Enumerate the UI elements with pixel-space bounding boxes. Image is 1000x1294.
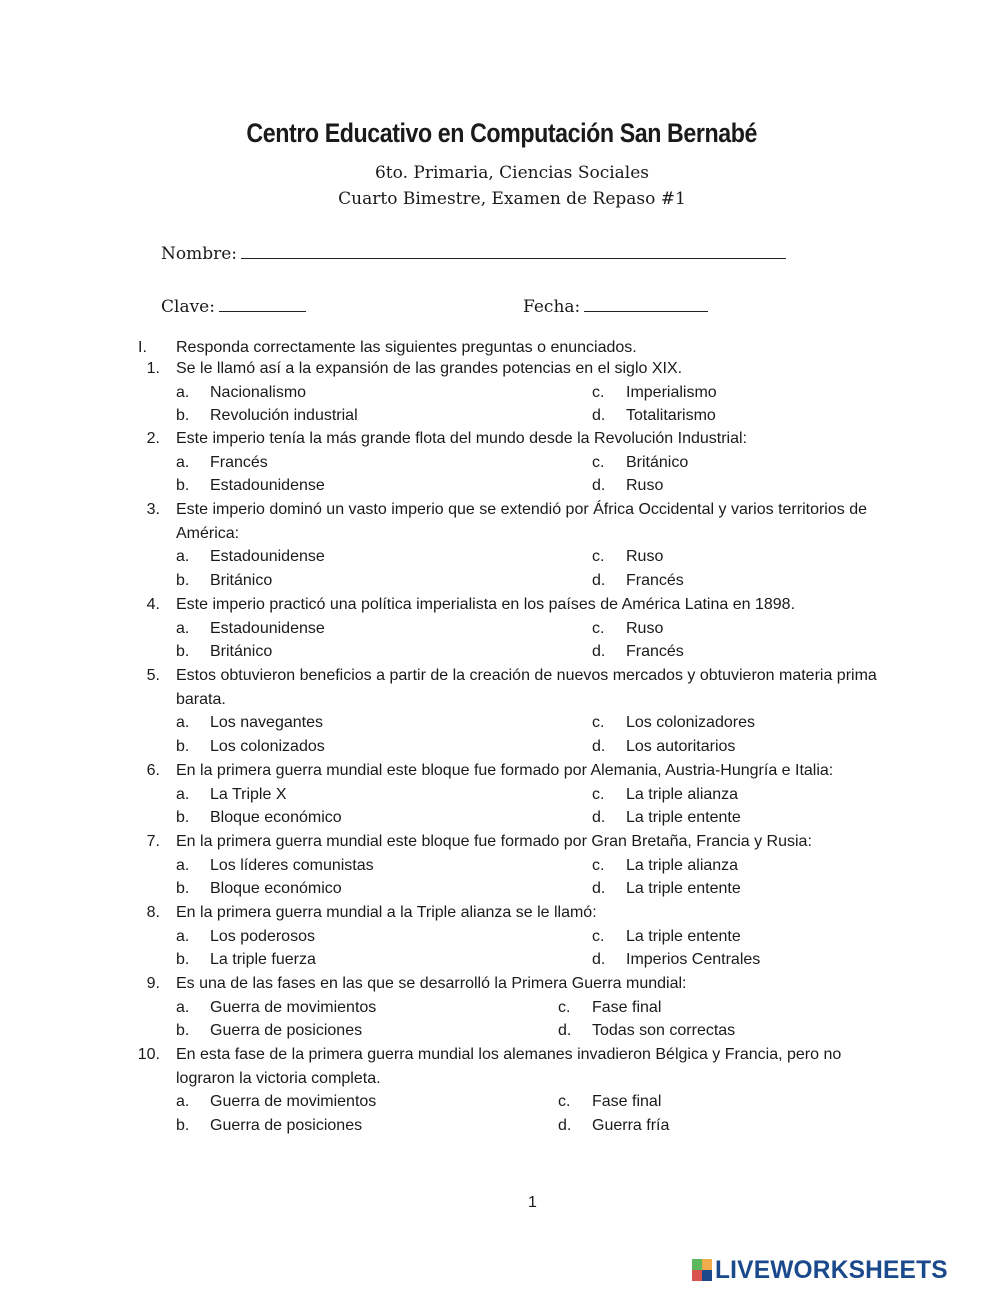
option-text: Los navegantes [210,714,323,732]
page-number: 1 [528,1194,537,1211]
option-letter: b. [176,1022,190,1040]
option-letter: b. [176,477,190,495]
option-letter: b. [176,951,190,969]
option-letter: a. [176,714,190,732]
option-letter: a. [176,453,190,471]
option-text: Guerra de posiciones [210,1022,363,1040]
question-number: 6. [146,762,160,779]
option-text: Estadounidense [210,477,325,495]
option-letter: d. [592,737,606,755]
option-text: La triple fuerza [210,951,316,969]
option-letter: b. [176,571,190,589]
option-text: Estadounidense [210,548,325,566]
option-text: Guerra de posiciones [210,1116,363,1134]
option-letter: d. [592,880,606,898]
option-text: Británico [210,571,273,589]
option-letter: b. [176,407,190,425]
option-text: Bloque económico [210,880,342,898]
option-letter: d. [592,477,606,495]
option-letter: d. [558,1116,572,1134]
option-text: Guerra de movimientos [210,998,377,1016]
option-letter: a. [176,856,190,874]
option-letter: b. [176,1116,190,1134]
option-letter: b. [176,643,190,661]
page-subtitle-course: 6to. Primaria, Ciencias Sociales [374,163,650,183]
liveworksheets-logo [692,1257,990,1283]
question-text: Es una de las fases en las que se desarrolló la Primera Guerra mundial: [176,975,687,992]
liveworksheets-logo-icon [692,1259,712,1281]
option-text: Totalitarismo [626,407,716,425]
option-text: La triple alianza [626,785,739,803]
question-number: 5. [146,667,160,684]
option-text: Imperialismo [626,383,717,401]
question-text-continued: América: [176,524,240,542]
option-text: Estadounidense [210,619,325,637]
option-letter: c. [592,927,605,945]
option-text: La Triple X [210,785,287,803]
option-letter: d. [592,951,606,969]
option-text: Fase final [592,998,662,1016]
section-instruction: Responda correctamente las siguientes preguntas o enunciados. [176,339,637,356]
option-text: Los colonizadores [626,714,755,732]
option-text: Los líderes comunistas [210,856,374,874]
clave-field[interactable] [161,296,306,317]
question-text-continued: lograron la victoria completa. [176,1069,381,1087]
question-text: En la primera guerra mundial a la Triple alianza se le llamó: [176,904,597,921]
fecha-field[interactable] [523,296,708,317]
option-text: Revolución industrial [210,407,358,425]
option-letter: a. [176,1093,190,1111]
question-number: 1. [146,360,160,377]
question-text-continued: barata. [176,690,226,708]
fecha-blank[interactable] [584,296,708,312]
option-text: Imperios Centrales [626,951,761,969]
question-number: 10. [137,1046,160,1063]
option-letter: a. [176,998,190,1016]
nombre-field[interactable] [161,243,786,264]
option-text: Francés [626,643,684,661]
option-letter: a. [176,383,190,401]
question-number: 4. [146,596,160,613]
option-letter: d. [558,1022,572,1040]
option-text: Los poderosos [210,927,315,945]
option-letter: c. [592,714,605,732]
option-letter: a. [176,548,190,566]
question-text: Se le llamó así a la expansión de las grandes potencias en el siglo XIX. [176,360,683,377]
option-text: Británico [210,643,273,661]
option-letter: d. [592,643,606,661]
option-text: Ruso [626,477,664,495]
option-letter: d. [592,407,606,425]
question-number: 2. [146,430,160,447]
option-letter: c. [592,548,605,566]
clave-blank[interactable] [219,296,306,312]
question-text: En la primera guerra mundial este bloque fue formado por Alemania, Austria-Hungría e Italia: [176,762,834,779]
question-text: En la primera guerra mundial este bloque fue formado por Gran Bretaña, Francia y Rusia: [176,833,812,850]
option-text: Francés [626,571,684,589]
option-letter: a. [176,619,190,637]
nombre-label: Nombre: [161,244,238,264]
option-text: La triple alianza [626,856,739,874]
option-letter: a. [176,927,190,945]
option-letter: c. [592,785,605,803]
option-text: Guerra de movimientos [210,1093,377,1111]
option-letter: b. [176,737,190,755]
option-text: Francés [210,453,268,471]
option-letter: c. [592,383,605,401]
question-text: Este imperio practicó una política imperialista en los países de América Latina en 1898. [176,596,796,613]
option-text: La triple entente [626,927,741,945]
question-number: 9. [146,975,160,992]
question-text: Este imperio tenía la más grande flota del mundo desde la Revolución Industrial: [176,430,747,447]
option-letter: c. [558,998,571,1016]
option-text: Los autoritarios [626,737,736,755]
fecha-label: Fecha: [523,297,581,317]
page-subtitle-exam: Cuarto Bimestre, Examen de Repaso #1 [338,189,686,209]
page-title: Centro Educativo en Computación San Bernabé [246,118,757,148]
question-text: Este imperio dominó un vasto imperio que se extendió por África Occidental y varios territorios de [176,501,867,518]
option-text: Británico [626,453,689,471]
option-letter: b. [176,809,190,827]
option-text: Fase final [592,1093,662,1111]
clave-label: Clave: [161,297,215,317]
option-letter: b. [176,880,190,898]
option-letter: d. [592,571,606,589]
question-text: En esta fase de la primera guerra mundial los alemanes invadieron Bélgica y Francia, pero no [176,1046,842,1063]
question-number: 8. [146,904,160,921]
option-letter: c. [592,453,605,471]
option-text: Los colonizados [210,737,325,755]
option-text: La triple entente [626,880,741,898]
option-letter: c. [592,619,605,637]
option-text: Todas son correctas [592,1022,736,1040]
section-numeral: I. [138,339,147,356]
option-letter: c. [558,1093,571,1111]
question-number: 7. [146,833,160,850]
option-text: Ruso [626,548,664,566]
option-text: Guerra fría [592,1116,670,1134]
option-text: Bloque económico [210,809,342,827]
nombre-blank[interactable] [241,243,786,259]
liveworksheets-logo-text: LIVEWORKSHEETS [715,1255,948,1284]
option-text: La triple entente [626,809,741,827]
option-letter: d. [592,809,606,827]
option-text: Ruso [626,619,664,637]
question-text: Estos obtuvieron beneficios a partir de la creación de nuevos mercados y obtuvieron materia prima [176,667,877,684]
option-letter: c. [592,856,605,874]
question-number: 3. [146,501,160,518]
option-text: Nacionalismo [210,383,307,401]
option-letter: a. [176,785,190,803]
